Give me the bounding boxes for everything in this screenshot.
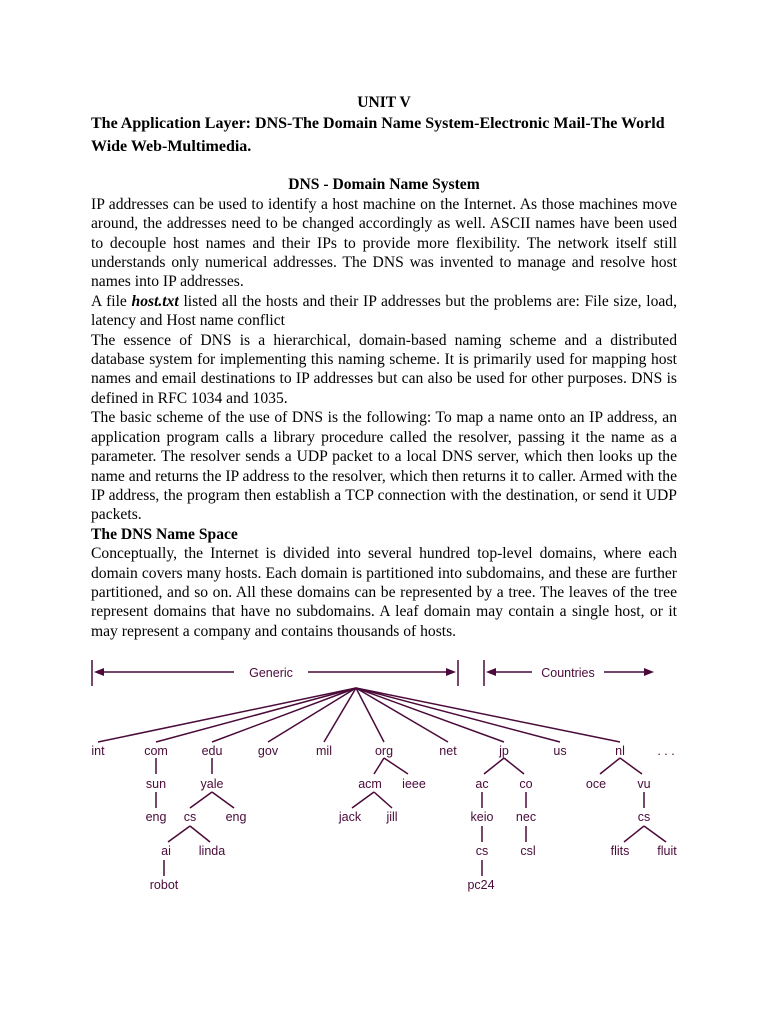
edge-yale-cs — [190, 792, 212, 808]
edge-cs-fluit — [644, 826, 666, 842]
edge-acm-jack — [352, 792, 374, 808]
node-vu: vu — [637, 777, 651, 791]
node-mil: mil — [316, 744, 332, 758]
edge-acm-jill — [374, 792, 392, 808]
edge-nl-vu — [620, 758, 642, 774]
node-jack: jack — [338, 810, 362, 824]
edge-cs-linda — [190, 826, 210, 842]
arrow-head-generic-left — [94, 668, 104, 676]
host-file-name: host.txt — [131, 292, 179, 310]
section-heading-name-space: The DNS Name Space — [91, 525, 238, 543]
node-com: com — [144, 744, 168, 758]
node-ieee: ieee — [402, 777, 426, 791]
edge-jp-ac — [484, 758, 504, 774]
node-int: int — [91, 744, 105, 758]
edge-jp-co — [504, 758, 524, 774]
node-pc24: pc24 — [467, 878, 495, 892]
node-jp: jp — [499, 744, 509, 758]
node-ac: ac — [475, 777, 489, 791]
paragraph-host-file — [91, 292, 677, 331]
edge-cs-flits — [624, 826, 644, 842]
node-cs-keio: cs — [475, 844, 489, 858]
section-heading-dns: DNS - Domain Name System — [288, 176, 480, 194]
node-eng-com: eng — [145, 810, 167, 824]
node-oce: oce — [585, 777, 607, 791]
node-robot: robot — [149, 878, 179, 892]
edge-cs-ai — [168, 826, 190, 842]
edge-org-ieee — [384, 758, 408, 774]
node-edu: edu — [201, 744, 223, 758]
diagram-lines — [92, 660, 666, 876]
node-co: co — [519, 777, 533, 791]
edge-root-jp — [356, 688, 504, 742]
host-file-text-after: listed all the hosts and their IP addresses but the problems are: File size, load, latency and Host name conflict — [91, 292, 677, 330]
paragraph-dns-essence: The essence of DNS is a hierarchical, domain-based naming scheme and a distributed database system for implementing this naming scheme. It is primarily used for mapping host names and email destinations to IP addresses but can also be used for other purposes. DNS is defined in RFC 1034 and 1035. — [91, 331, 677, 407]
arrow-head-countries-left — [486, 668, 496, 676]
group-label-generic: Generic — [249, 666, 293, 680]
host-file-text-before: A file — [91, 292, 132, 310]
node-org: org — [374, 744, 394, 758]
edge-nl-oce — [600, 758, 620, 774]
group-label-countries: Countries — [541, 666, 595, 680]
node-linda: linda — [198, 844, 226, 858]
edge-root-gov — [268, 688, 356, 742]
node-nec: nec — [515, 810, 537, 824]
edge-org-acm — [374, 758, 384, 774]
edge-root-com — [156, 688, 356, 742]
node-jill: jill — [386, 810, 398, 824]
edge-root-us — [356, 688, 560, 742]
edge-yale-eng — [212, 792, 234, 808]
unit-heading: UNIT V — [357, 94, 411, 111]
node-fluit: fluit — [657, 844, 677, 858]
paragraph-dns-scheme: The basic scheme of the use of DNS is the following: To map a name onto an IP address, an application program calls a library procedure called the resolver, passing it the name as a parameter. The resolver sends a UDP packet to a local DNS server, which then looks up the name and returns the IP address to the resolver, which then returns it to caller. Armed with the IP address, the program then establish a TCP connection with the destination, or send it UDP packets. — [91, 409, 677, 524]
node-gov: gov — [257, 744, 279, 758]
arrow-head-generic-right — [446, 668, 456, 676]
edge-root-int — [98, 688, 356, 742]
paragraph-name-space: Conceptually, the Internet is divided into several hundred top-level domains, where each domain covers many hosts. Each domain is partitioned into subdomains, and these are further partitioned, and so on. All these domains can be represented by a tree. The leaves of the tree represent domains that have no subdomains. A leaf domain may contain a single host, or it may represent a company and contains thousands of hosts. — [91, 545, 677, 640]
node-acm: acm — [358, 777, 382, 791]
paragraph-ip-addresses: IP addresses can be used to identify a host machine on the Internet. As those machines move around, the addresses need to be changed accordingly as well. ASCII names have been used to decouple host names and their IPs to provide more flexibility. The network itself still understands only numerical addresses. The DNS was invented to manage and resolve host names into IP addresses. — [91, 195, 677, 291]
node-keio: keio — [470, 810, 494, 824]
node-flits: flits — [610, 844, 630, 858]
edge-root-nl — [356, 688, 620, 742]
node-net: net — [439, 744, 457, 758]
node-us: us — [553, 744, 567, 758]
node-yale: yale — [200, 777, 224, 791]
node-nl: nl — [615, 744, 625, 758]
node-cs-vu: cs — [637, 810, 651, 824]
node-ellipsis: . . . — [657, 744, 675, 758]
document-title: The Application Layer: DNS-The Domain Name System-Electronic Mail-The World Wide Web-Multimedia. — [91, 115, 665, 156]
dns-tree-diagram — [86, 652, 686, 902]
node-eng-yale: eng — [225, 810, 247, 824]
document-content — [91, 93, 677, 641]
node-cs-yale: cs — [183, 810, 197, 824]
node-sun: sun — [145, 777, 167, 791]
arrow-head-countries-right — [644, 668, 654, 676]
node-csl: csl — [520, 844, 536, 858]
spacer — [91, 158, 677, 175]
edge-root-edu — [212, 688, 356, 742]
node-ai: ai — [161, 844, 171, 858]
